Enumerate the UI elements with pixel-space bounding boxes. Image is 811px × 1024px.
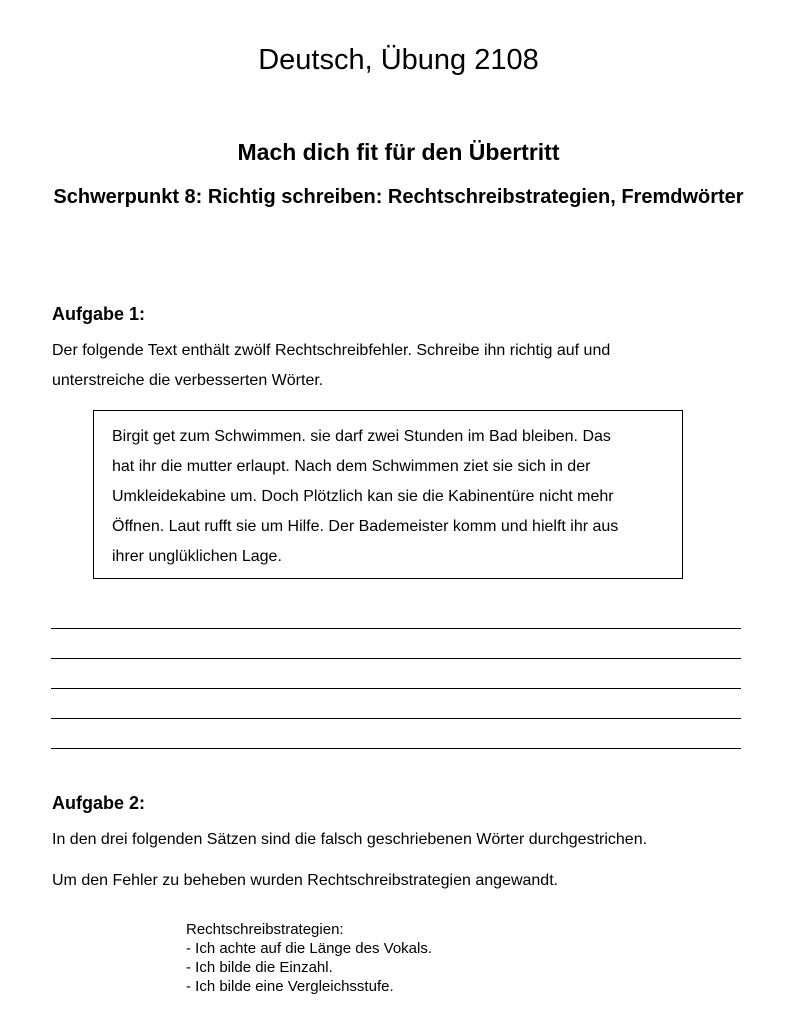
task1-heading: Aufgabe 1: [52,304,146,324]
answer-line [51,689,741,719]
error-text-line: hat ihr die mutter erlaupt. Nach dem Schwimmen ziet sie sich in der [112,458,591,475]
strategies-list [186,920,686,996]
answer-lines [51,628,741,749]
task2-instruction-line2: Um den Fehler zu beheben wurden Rechtschreibstrategien angewandt. [52,872,559,889]
strategy-item: - Ich bilde die Einzahl. [186,959,333,976]
task2-instruction-line1: In den drei folgenden Sätzen sind die falsch geschriebenen Wörter durchgestrichen. [52,831,648,848]
answer-line [51,629,741,659]
task1-instruction-line2: unterstreiche die verbesserten Wörter. [52,372,324,389]
answer-line [51,719,741,749]
strategy-item: - Ich achte auf die Länge des Vokals. [186,940,432,957]
answer-line [51,659,741,689]
worksheet-heading: Mach dich fit für den Übertritt [237,139,560,165]
task1-instruction-line1: Der folgende Text enthält zwölf Rechtschreibfehler. Schreibe ihn richtig auf und [52,342,611,359]
error-text-line: ihrer unglüklichen Lage. [112,548,282,565]
error-text-line: Umkleidekabine um. Doch Plötzlich kan sie die Kabinentüre nicht mehr [112,488,614,505]
strategies-title: Rechtschreibstrategien: [186,921,344,938]
error-text-box [93,410,683,579]
error-text-line: Öffnen. Laut rufft sie um Hilfe. Der Bademeister komm und hielft ihr aus [112,518,619,535]
page-title: Deutsch, Übung 2108 [258,44,539,76]
error-text-line: Birgit get zum Schwimmen. sie darf zwei Stunden im Bad bleiben. Das [112,428,611,445]
worksheet-subheading: Schwerpunkt 8: Richtig schreiben: Rechtschreibstrategien, Fremdwörter [53,186,744,208]
task1-instruction [52,336,752,396]
task2-heading: Aufgabe 2: [52,793,146,813]
strategy-item: - Ich bilde eine Vergleichsstufe. [186,978,394,995]
